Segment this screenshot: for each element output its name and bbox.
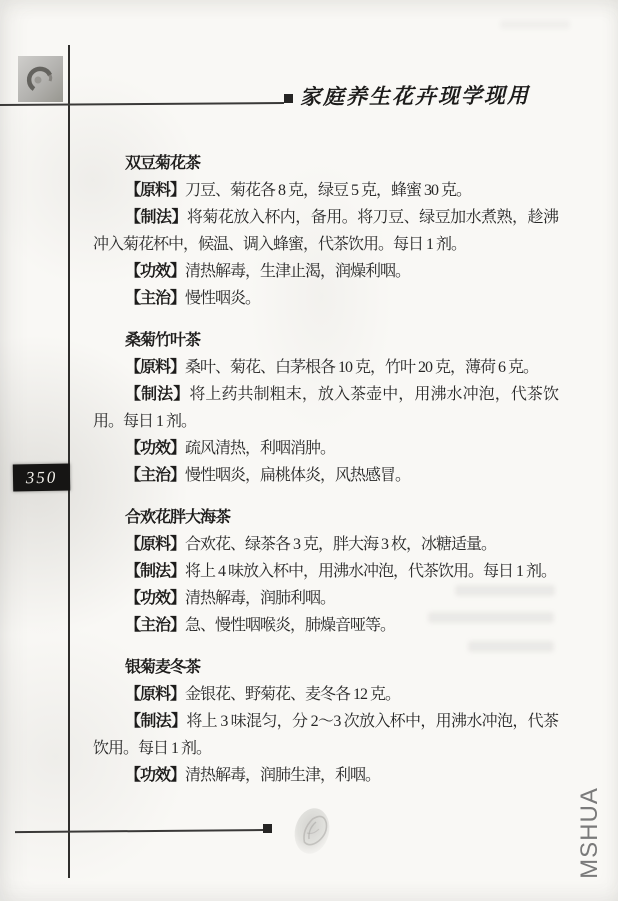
recipe-entry-ingredients (93, 177, 558, 204)
entry-text: 将上药共制粗末，放入茶壶中，用沸水冲泡，代茶饮用。每日 1 剂。 (93, 386, 558, 430)
header-square-bullet-icon (284, 94, 293, 103)
entry-text: 慢性咽炎，扁桃体炎，风热感冒。 (185, 467, 411, 484)
entry-text: 疏风清热，利咽消肿。 (185, 440, 336, 457)
entry-text: 刀豆、菊花各 8 克，绿豆 5 克，蜂蜜 30 克。 (185, 182, 472, 199)
entry-label: 【原料】 (125, 182, 186, 199)
entry-label: 【制法】 (125, 563, 186, 580)
entry-text: 将上 4 味放入杯中，用沸水冲泡，代茶饮用。每日 1 剂。 (185, 563, 557, 580)
entry-text: 将上 3 味混匀，分 2～3 次放入杯中，用沸水冲泡，代茶饮用。每日 1 剂。 (93, 713, 558, 757)
recipe-entry-method (93, 204, 558, 258)
recipe-title: 双豆菊花茶 (125, 155, 201, 172)
bleedthrough-smudge (500, 20, 570, 29)
entry-text: 清热解毒，润肺生津，利咽。 (185, 767, 381, 784)
left-vertical-rule (68, 45, 70, 878)
entry-text: 金银花、野菊花、麦冬各 12 克。 (185, 686, 401, 703)
recipe-section-shuangdou-juhua (93, 150, 558, 312)
recipe-title: 桑菊竹叶茶 (125, 332, 201, 349)
recipe-entry-effect (93, 435, 558, 462)
entry-label: 【原料】 (125, 359, 186, 376)
bleedthrough-smudge (455, 585, 555, 596)
recipe-entry-method (93, 558, 558, 585)
entry-text: 慢性咽炎。 (185, 290, 261, 307)
footer-square-bullet-icon (263, 824, 272, 833)
page-number-text: 350 (25, 467, 58, 487)
entry-label: 【功效】 (125, 767, 186, 784)
page-number-badge (13, 464, 70, 492)
recipe-entry-effect (93, 762, 558, 789)
entry-label: 【功效】 (125, 590, 186, 607)
entry-label: 【制法】 (125, 386, 190, 403)
entry-label: 【主治】 (125, 617, 186, 634)
recipe-section-sangju-zhuye (93, 327, 558, 489)
entry-label: 【原料】 (125, 686, 186, 703)
entry-text: 急、慢性咽喉炎，肺燥音哑等。 (185, 617, 396, 634)
entry-label: 【功效】 (125, 263, 186, 280)
recipe-title: 合欢花胖大海茶 (125, 509, 231, 526)
entry-label: 【主治】 (125, 290, 186, 307)
swirl-stamp-icon (18, 56, 63, 102)
recipe-title: 银菊麦冬茶 (125, 659, 201, 676)
entry-text: 合欢花、绿茶各 3 克，胖大海 3 枚，冰糖适量。 (185, 536, 497, 553)
recipe-entry-method (93, 381, 558, 435)
recipe-entry-indication (93, 285, 558, 312)
watermark-text: MSHUA (576, 787, 603, 879)
recipe-entry-ingredients (93, 354, 558, 381)
recipe-entry-ingredients (93, 681, 558, 708)
entry-text: 桑叶、菊花、白茅根各 10 克，竹叶 20 克，薄荷 6 克。 (185, 359, 539, 376)
recipe-entry-method (93, 708, 558, 762)
entry-label: 【功效】 (125, 440, 186, 457)
bleedthrough-smudge (468, 641, 554, 652)
entry-label: 【主治】 (125, 467, 186, 484)
recipe-section-yinju-maidong (93, 654, 558, 789)
recipe-entry-effect (93, 258, 558, 285)
bleedthrough-smudge (428, 612, 554, 623)
entry-text: 清热解毒，生津止渴，润燥利咽。 (185, 263, 411, 280)
footer-rule (15, 829, 264, 833)
entry-label: 【原料】 (125, 536, 186, 553)
entry-label: 【制法】 (125, 713, 187, 730)
entry-label: 【制法】 (125, 209, 187, 226)
recipes-text-block (93, 150, 558, 804)
entry-text: 清热解毒，润肺利咽。 (185, 590, 336, 607)
running-head-title: 家庭养生花卉现学现用 (299, 83, 531, 110)
recipe-entry-ingredients (93, 531, 558, 558)
entry-text: 将菊花放入杯内，备用。将刀豆、绿豆加水煮熟，趁沸冲入菊花杯中，候温、调入蜂蜜，代茶饮用。每日 1 剂。 (93, 209, 558, 253)
leaf-ornament-icon (289, 803, 335, 859)
recipe-entry-indication (93, 462, 558, 489)
header-rule (0, 102, 284, 106)
